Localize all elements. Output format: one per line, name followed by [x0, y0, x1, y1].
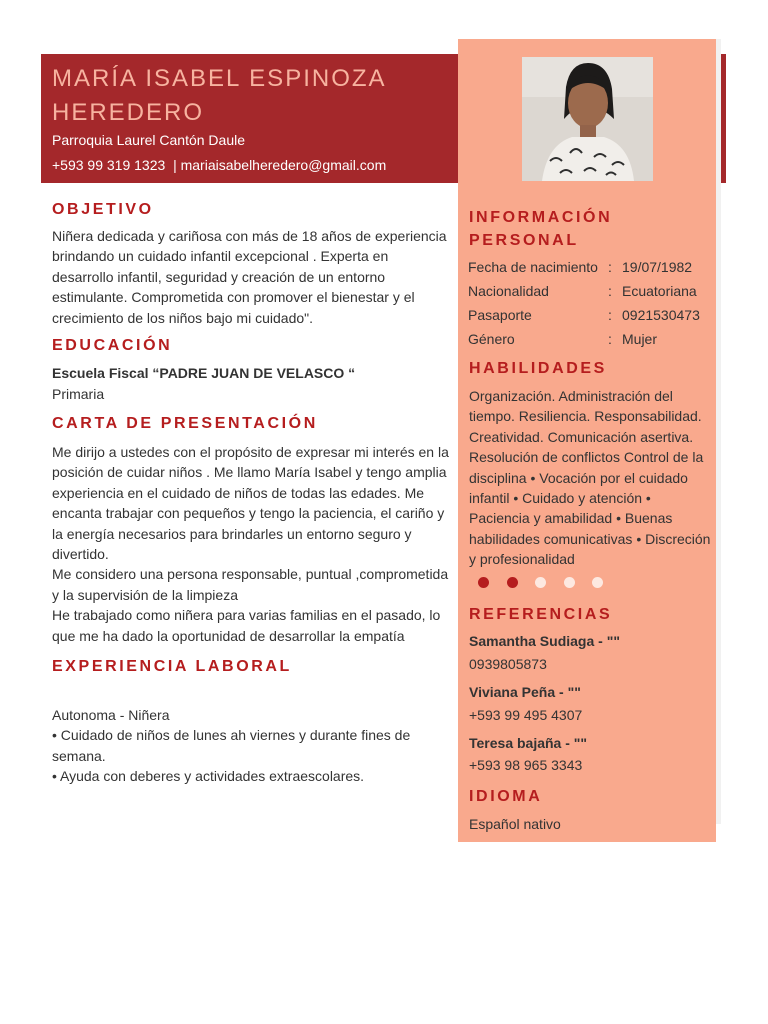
referencias-title: REFERENCIAS [469, 606, 613, 623]
carta-body [52, 442, 450, 646]
rating-dot-empty [535, 577, 546, 588]
candidate-name: MARÍA ISABEL ESPINOZA HEREDERO [52, 65, 386, 126]
reference-name: Viviana Peña - "" [469, 684, 581, 700]
info-value: 0921530473 [622, 307, 700, 323]
educacion-title: EDUCACIÓN [52, 337, 173, 354]
info-value: Mujer [622, 331, 658, 347]
habilidades-title: HABILIDADES [469, 360, 607, 377]
carta-paragraph-1: Me dirijo a ustedes con el propósito de expresar mi interés en la posición de cuidar niños . Me llamo María Isabel y tengo amplia experiencia en el cuidado de niños de todas las edades. Me encanta trabajar con pequeños y tengo la paciencia, el cariño y la energía necesarios para brindarles un entorno seguro y divertido. [52, 444, 449, 563]
info-label: Nacionalidad [468, 283, 549, 299]
education-level: Primaria [52, 386, 105, 402]
experience-item: • Ayuda con deberes y actividades extraescolares. [52, 768, 365, 785]
objetivo-title: OBJETIVO [52, 201, 154, 218]
carta-title: CARTA DE PRESENTACIÓN [52, 415, 318, 432]
experiencia-body [52, 705, 450, 787]
skill-rating [478, 577, 608, 589]
info-label: Fecha de nacimiento [468, 259, 598, 275]
info-label: Pasaporte [468, 307, 532, 323]
phone: +593 99 319 1323 [52, 157, 166, 173]
info-colon: : [608, 331, 612, 347]
info-colon: : [608, 283, 612, 299]
reference-phone: +593 99 495 4307 [469, 707, 583, 723]
profile-photo-image [522, 57, 653, 181]
info-value: Ecuatoriana [622, 283, 697, 299]
info-title: INFORMACIÓN PERSONAL [469, 209, 613, 249]
reference-phone: 0939805873 [469, 656, 547, 672]
rating-dot-empty [592, 577, 603, 588]
rating-dot-empty [564, 577, 575, 588]
address: Parroquia Laurel Cantón Daule [52, 132, 246, 148]
carta-paragraph-2: Me considero una persona responsable, puntual ,comprometida y la supervisión de la limpieza [52, 566, 449, 603]
carta-paragraph-3: He trabajado como niñera para varias familias en el pasado, lo que me ha dado la oportunidad de desarrollar la empatía [52, 607, 441, 644]
reference-phone: +593 98 965 3343 [469, 757, 583, 773]
reference-name: Teresa bajaña - "" [469, 735, 588, 751]
rating-dot-filled [478, 577, 489, 588]
profile-photo [522, 57, 653, 181]
email: mariaisabelheredero@gmail.com [180, 157, 387, 173]
experience-item: • Cuidado de niños de lunes ah viernes y durante fines de semana. [52, 727, 411, 764]
info-label: Género [468, 331, 515, 347]
idioma-text: Español nativo [469, 816, 561, 832]
experience-role: Autonoma - Niñera [52, 707, 170, 723]
objetivo-text: Niñera dedicada y cariñosa con más de 18 años de experiencia brindando un cuidado infantil excepcional . Experta en desarrollo infantil, seguridad y creación de un entorno estimulante. Comprometida con promover el bienestar y el crecimiento de los niños bajo mi cuidado". [52, 228, 447, 326]
education-school: Escuela Fiscal “PADRE JUAN DE VELASCO “ [52, 365, 356, 381]
idioma-title: IDIOMA [469, 788, 543, 805]
info-value: 19/07/1982 [622, 259, 693, 275]
sidebar-edge [716, 39, 721, 824]
reference-name: Samantha Sudiaga - "" [469, 633, 620, 649]
contact-line [52, 157, 386, 173]
rating-dot-filled [507, 577, 518, 588]
info-colon: : [608, 259, 612, 275]
habilidades-text: Organización. Administración del tiempo. Resiliencia. Responsabilidad. Creatividad. Comunicación asertiva. Resolución de conflictos Control de la disciplina • Vocación por el cuidado infantil • Cuidado y atención • Paciencia y amabilidad • Buenas habilidades comunicativas • Discreción y profesionalidad [469, 388, 711, 568]
info-colon: : [608, 307, 612, 323]
separator: | [173, 157, 177, 173]
experiencia-title: EXPERIENCIA LABORAL [52, 658, 292, 675]
